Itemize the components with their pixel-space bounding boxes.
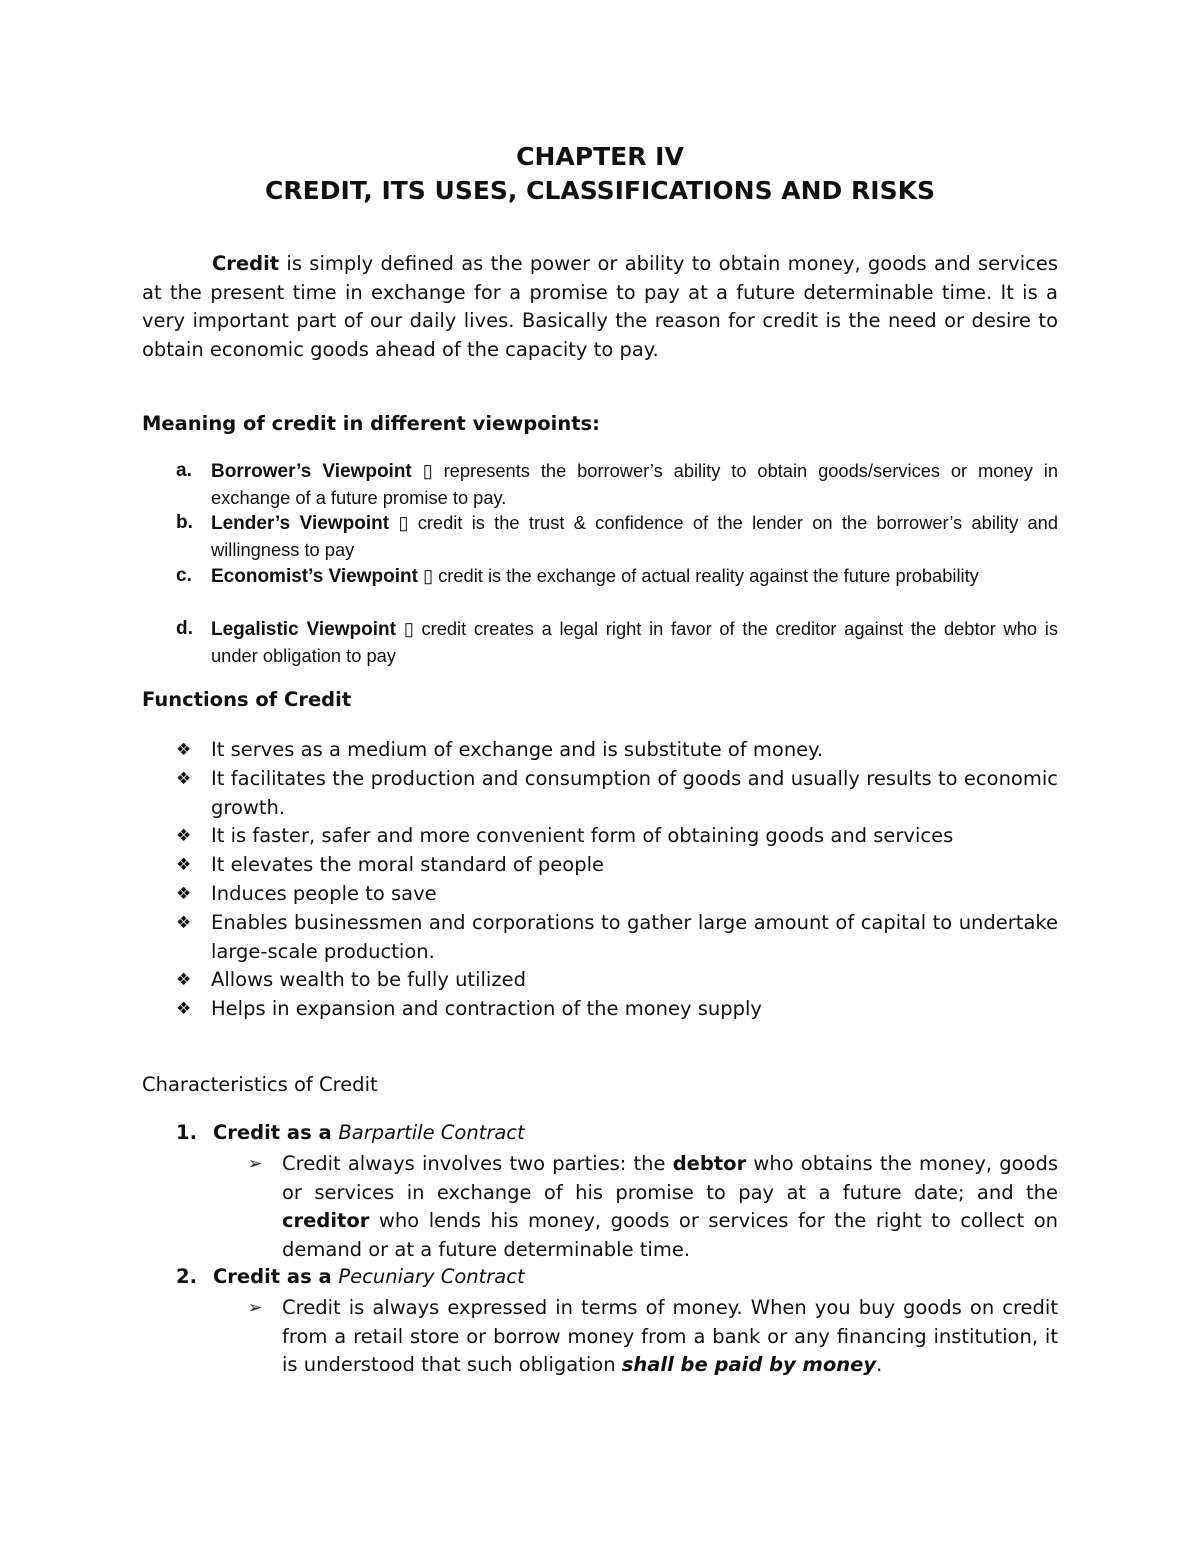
characteristic-title: 1. Credit as a Barpartile Contract xyxy=(176,1121,525,1144)
function-item: ❖ Allows wealth to be fully utilized xyxy=(176,966,1058,995)
characteristic-title: 2. Credit as a Pecuniary Contract xyxy=(176,1265,525,1288)
viewpoint-item xyxy=(176,458,1058,511)
arrow-icon: ▯ xyxy=(422,460,433,481)
function-item: ❖ Helps in expansion and contraction of the money supply xyxy=(176,995,1058,1024)
list-marker: a. xyxy=(176,460,192,481)
viewpoint-label: Economist’s Viewpoint xyxy=(211,566,418,587)
viewpoints-heading: Meaning of credit in different viewpoints: xyxy=(142,412,600,435)
arrow-icon: ▯ xyxy=(403,618,414,639)
viewpoint-label: Borrower’s Viewpoint xyxy=(211,461,412,482)
function-item: ❖ It facilitates the production and consumption of goods and usually results to economic growth. xyxy=(176,767,1058,819)
diamond-bullet-icon: ❖ xyxy=(176,740,192,760)
viewpoint-label: Lender’s Viewpoint xyxy=(211,513,390,534)
arrow-icon: ▯ xyxy=(423,565,434,586)
viewpoint-label: Legalistic Viewpoint xyxy=(211,619,396,640)
arrow-bullet-icon: ➢ xyxy=(248,1298,263,1318)
viewpoint-text: credit is the exchange of actual reality against the future probability xyxy=(433,565,979,586)
diamond-bullet-icon: ❖ xyxy=(176,913,192,933)
list-marker: d. xyxy=(176,618,193,639)
contract-type: Barpartile Contract xyxy=(338,1121,525,1144)
diamond-bullet-icon: ❖ xyxy=(176,826,192,846)
characteristics-heading: Characteristics of Credit xyxy=(142,1073,378,1096)
viewpoint-item xyxy=(176,563,1058,590)
arrow-bullet-icon: ➢ xyxy=(248,1154,263,1174)
characteristic-detail: ➢ Credit is always expressed in terms of money. When you buy goods on credit from a retail store or borrow money from a bank or any financing institution, it is understood that such obligation shall be paid by money. xyxy=(248,1296,1058,1377)
function-item: ❖ It serves as a medium of exchange and is substitute of money. xyxy=(176,736,1058,765)
function-item: ❖ Induces people to save xyxy=(176,880,1058,909)
viewpoint-text: credit creates a legal right in favor of the creditor against the debtor who is under obligation to pay xyxy=(211,618,1058,666)
viewpoint-text: credit is the trust & confidence of the lender on the borrower’s ability and willingness to pay xyxy=(211,512,1059,560)
diamond-bullet-icon: ❖ xyxy=(176,970,192,990)
diamond-bullet-icon: ❖ xyxy=(176,769,192,789)
intro-paragraph xyxy=(142,250,1058,364)
function-item: ❖ It is faster, safer and more convenient form of obtaining goods and services xyxy=(176,822,1058,851)
diamond-bullet-icon: ❖ xyxy=(176,884,192,904)
function-item: ❖ It elevates the moral standard of people xyxy=(176,851,1058,880)
viewpoint-text: represents the borrower’s ability to obtain goods/services or money in exchange of a future promise to pay. xyxy=(211,460,1058,508)
viewpoint-item xyxy=(176,510,1058,563)
term-creditor: creditor xyxy=(282,1209,370,1233)
arrow-icon: ▯ xyxy=(398,512,409,533)
characteristic-detail: ➢ Credit always involves two parties: the debtor who obtains the money, goods or services in exchange of his promise to pay at a future date; and the creditor who lends his money, goods or services for the right to collect on demand or at a future determinable time. xyxy=(248,1152,1058,1261)
list-marker: c. xyxy=(176,565,192,586)
diamond-bullet-icon: ❖ xyxy=(176,855,192,875)
intro-term: Credit xyxy=(212,252,280,275)
function-item: ❖ Enables businessmen and corporations to gather large amount of capital to undertake large-scale production. xyxy=(176,911,1058,963)
diamond-bullet-icon: ❖ xyxy=(176,999,192,1019)
chapter-subtitle: CREDIT, ITS USES, CLASSIFICATIONS AND RISKS xyxy=(265,176,935,205)
chapter-title: CHAPTER IV xyxy=(516,142,684,171)
term-debtor: debtor xyxy=(672,1152,747,1175)
contract-type: Pecuniary Contract xyxy=(338,1265,525,1288)
list-marker: b. xyxy=(176,512,193,533)
item-number: 2. xyxy=(176,1265,197,1288)
viewpoint-item xyxy=(176,616,1058,669)
functions-heading: Functions of Credit xyxy=(142,688,352,711)
item-number: 1. xyxy=(176,1121,197,1144)
intro-text: is simply defined as the power or ability to obtain money, goods and services at the present time in exchange for a promise to pay at a future determinable time. It is a very important part of our daily lives. Basically the reason for credit is the need or desire to obtain economic goods ahead of the capacity to pay. xyxy=(142,252,1058,361)
emphasis-phrase: shall be paid by money xyxy=(621,1353,877,1377)
